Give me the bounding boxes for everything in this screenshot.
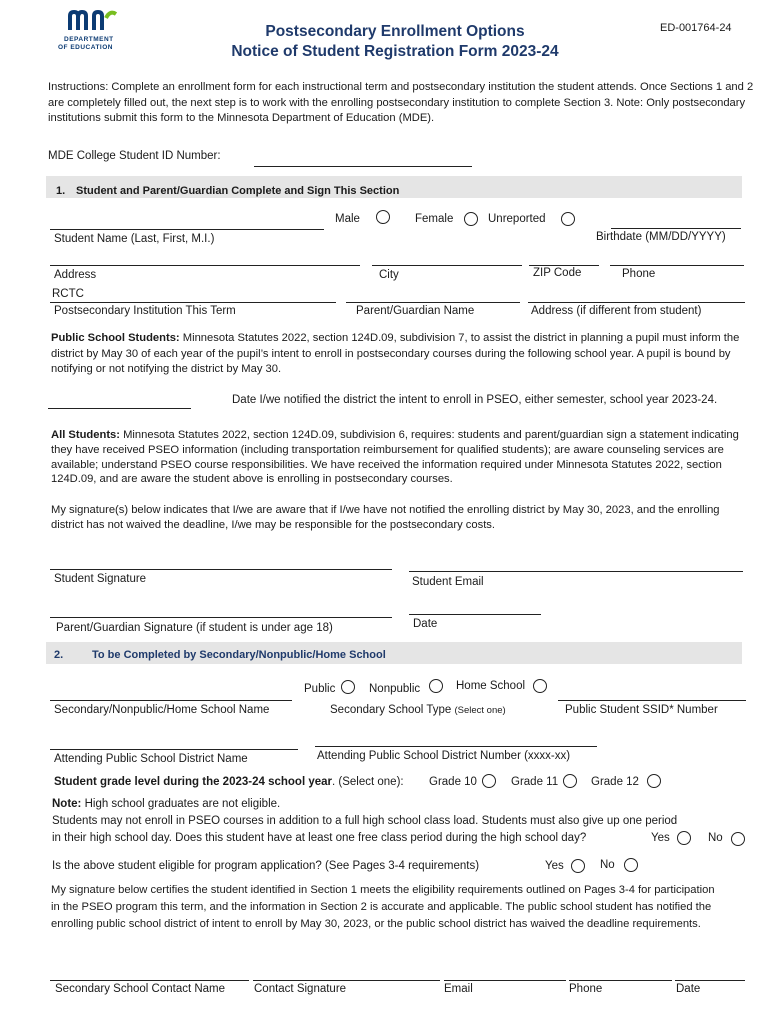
school-name-field[interactable] [50,700,292,701]
contact-date-label: Date [676,983,701,995]
grade12-label: Grade 12 [591,776,639,788]
date-notified-label: Date I/we notified the district the intent to enroll in PSEO, either semester, school year 2023-24. [232,394,718,406]
section2-title: To be Completed by Secondary/Nonpublic/Home School [92,649,386,661]
class-load-line1: Students may not enroll in PSEO courses in addition to a full high school class load. Students must also give up one period [52,815,678,827]
district-name-field[interactable] [50,749,298,750]
institution-value[interactable]: RCTC [52,288,84,300]
ssid-field[interactable] [558,700,746,701]
logo-text-1: DEPARTMENT [64,36,114,43]
ssid-label: Public Student SSID* Number [565,704,718,716]
logo-text-2: OF EDUCATION [58,44,113,51]
section2-number: 2. [54,649,64,661]
free-period-no-radio[interactable] [731,832,745,846]
contact-email-label: Email [444,983,473,995]
grade10-radio[interactable] [482,774,496,788]
form-code: ED-001764-24 [660,22,732,34]
unreported-label: Unreported [488,213,546,225]
graduates-note [52,796,280,812]
phone-label: Phone [622,268,656,280]
all-students-statement [51,428,741,487]
free-period-no-label: No [708,832,723,844]
contact-phone-label: Phone [569,983,603,995]
mde-id-label: MDE College Student ID Number: [48,150,221,162]
public-school-text: Minnesota Statutes 2022, section 124D.09, subdivision 7, to assist the district in planning a pupil must inform the district by May 30 of each year of the pupil’s intent to enroll in postsecondary courses during the following school year. A pupil is bound by notifying or not notifying the district by May 30. [51,332,740,375]
free-period-yes-label: Yes [651,832,670,844]
student-name-field[interactable] [50,229,324,230]
institution-label: Postsecondary Institution This Term [54,305,236,317]
parent-signature-label: Parent/Guardian Signature (if student is under age 18) [56,622,333,634]
instructions: Instructions: Complete an enrollment form for each instructional term and postsecondary institution the student attends. Once Sections 1 and 2 are completely filled out, the next step is to work with the enrolling postsecondary institution to complete Section 3. Note: Only postsecondary institutions submit this form to the Minnesota Department of Education (MDE). [48,81,754,124]
grade-level-heading: Student grade level during the 2023-24 school year [54,776,333,788]
parent-date-label: Date [413,618,438,630]
grade-select-text: . (Select one): [332,776,404,788]
district-name-label: Attending Public School District Name [54,753,248,765]
public-radio[interactable] [341,680,355,694]
female-label: Female [415,213,454,225]
form-title-line2: Notice of Student Registration Form 2023-24 [231,43,559,60]
section1-number: 1. [56,185,66,197]
contact-name-label: Secondary School Contact Name [55,983,226,995]
form-title-line1: Postsecondary Enrollment Options [265,23,525,40]
parent-address-label: Address (if different from student) [531,305,702,317]
district-number-field[interactable] [315,746,597,747]
parent-date-field[interactable] [409,614,541,615]
section1-title: Student and Parent/Guardian Complete and Sign This Section [76,185,400,197]
mde-logo [58,10,130,56]
class-load-line2: in their high school day. Does this student have at least one free class period during the high school day? [52,832,587,844]
public-school-heading: Public School Students: [51,332,180,344]
certification-statement: My signature below certifies the student identified in Section 1 meets the eligibility requirements outlined on Pages 3-4 for participation in the PSEO program this term, and the information in Section 2 is accurate and applicable. The public school student has notified the enrolling public school district of intent to enroll by May 30, 2023, or the public school district has waived the deadline requirements. [51,884,715,930]
grade11-label: Grade 11 [511,776,559,788]
parent-name-label: Parent/Guardian Name [356,305,475,317]
birthdate-label: Birthdate (MM/DD/YYYY) [596,231,726,243]
home-school-label: Home School [456,680,526,692]
student-email-field[interactable] [409,571,743,572]
zip-label: ZIP Code [533,267,582,279]
eligible-question: Is the above student eligible for program application? (See Pages 3-4 requirements) [52,860,480,872]
district-number-label: Attending Public School District Number (xxxx-xx) [317,750,571,762]
note-text: High school graduates are not eligible. [81,798,281,810]
school-name-label: Secondary/Nonpublic/Home School Name [54,704,270,716]
address-field[interactable] [50,265,360,266]
student-name-label: Student Name (Last, First, M.I.) [54,233,215,245]
mn-logo-icon [68,10,118,32]
grade-level-question [54,774,404,790]
eligible-yes-radio[interactable] [571,859,585,873]
public-label: Public [304,683,336,695]
date-notified-field[interactable] [48,408,191,409]
school-type-label [330,702,506,719]
unreported-radio[interactable] [561,212,575,226]
student-signature-field[interactable] [50,569,392,570]
male-radio[interactable] [376,210,390,224]
all-students-text: Minnesota Statutes 2022, section 124D.09, subdivision 6, requires: students and parent/guardian sign a statement indicating they have received PSEO information (including transportation reimbursement for qualified students); are aware counseling services are available; understand PSEO course responsibilities. We have received the information required under Minnesota Statutes 2022, section 124D.09, and are aware the student above is enrolling in postsecondary courses. [51,429,739,486]
eligible-yes-label: Yes [545,860,564,872]
home-school-radio[interactable] [533,679,547,693]
grade10-label: Grade 10 [429,776,477,788]
grade12-radio[interactable] [647,774,661,788]
student-email-label: Student Email [412,576,484,588]
signature-notice: My signature(s) below indicates that I/we are aware that if I/we have not notified the enrolling district by May 30, 2023, and the enrolling district has not waived the deadline, I/we may be responsible for the postsecondary costs. [51,504,720,531]
city-label: City [379,269,399,281]
address-label: Address [54,269,97,281]
select-one-note: (Select one) [454,705,506,716]
nonpublic-label: Nonpublic [369,683,421,695]
note-heading: Note: [52,798,82,810]
mde-id-field[interactable] [254,166,472,167]
male-label: Male [335,213,360,225]
student-signature-label: Student Signature [54,573,147,585]
free-period-yes-radio[interactable] [677,831,691,845]
all-students-heading: All Students: [51,429,120,441]
public-school-statement [51,331,757,378]
eligible-no-radio[interactable] [624,858,638,872]
parent-signature-field[interactable] [50,617,392,618]
eligible-no-label: No [600,859,615,871]
city-field[interactable] [372,265,522,266]
school-type-text: Secondary School Type [330,704,452,716]
grade11-radio[interactable] [563,774,577,788]
nonpublic-radio[interactable] [429,679,443,693]
female-radio[interactable] [464,212,478,226]
contact-signature-label: Contact Signature [254,983,347,995]
